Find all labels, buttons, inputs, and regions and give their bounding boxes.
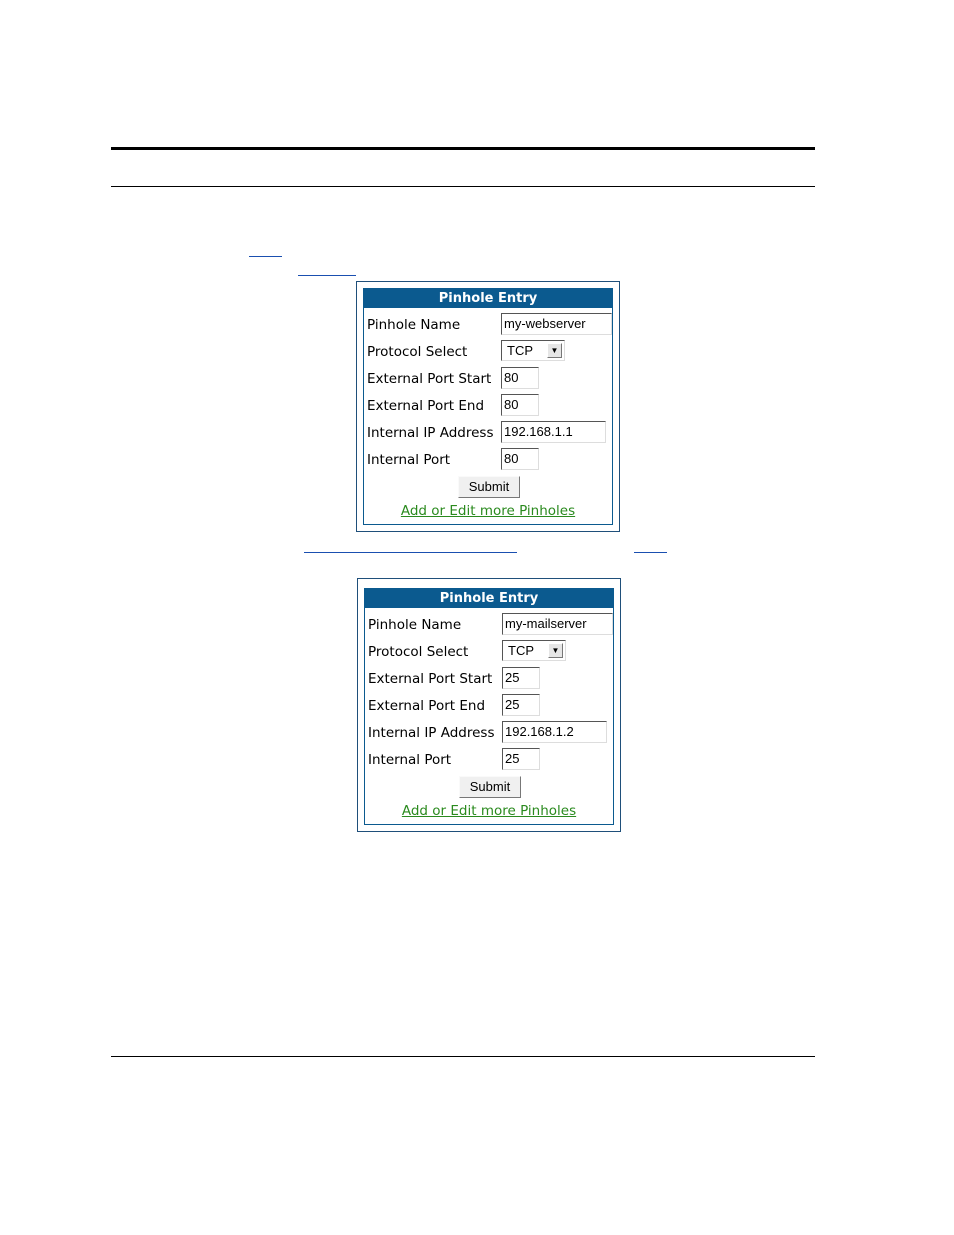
pinhole-entry-panel: [357, 578, 621, 832]
panel-header: Pinhole Entry: [365, 589, 613, 608]
internal-port-label: Internal Port: [367, 452, 451, 468]
protocol-value: TCP: [507, 343, 533, 358]
chevron-down-icon[interactable]: ▼: [547, 343, 562, 358]
pinhole-name-label: Pinhole Name: [367, 317, 461, 333]
internal-port-row: [368, 748, 613, 772]
add-edit-pinholes-link[interactable]: Add or Edit more Pinholes: [401, 803, 577, 819]
protocol-label: Protocol Select: [368, 644, 469, 660]
pinhole-name-row: [367, 313, 612, 337]
doc-link[interactable]: [304, 552, 517, 553]
doc-link[interactable]: [249, 256, 282, 257]
protocol-select[interactable]: [501, 340, 565, 361]
pinhole-entry-panel: [356, 281, 620, 532]
pinhole-name-label: Pinhole Name: [368, 617, 462, 633]
ext-end-label: External Port End: [367, 398, 485, 414]
ext-end-row: [367, 394, 612, 418]
protocol-row: [367, 340, 612, 364]
ext-end-input[interactable]: 80: [501, 394, 539, 416]
internal-ip-label: Internal IP Address: [368, 725, 495, 741]
header-rule: [111, 186, 815, 187]
protocol-value: TCP: [508, 643, 534, 658]
ext-start-row: [368, 667, 613, 691]
internal-ip-input[interactable]: 192.168.1.1: [501, 421, 606, 443]
pinhole-entry-frame: [363, 288, 613, 525]
protocol-row: [368, 640, 613, 664]
doc-link[interactable]: [634, 552, 667, 553]
ext-start-label: External Port Start: [367, 371, 492, 387]
pinhole-name-input[interactable]: my-webserver: [501, 313, 612, 335]
internal-ip-label: Internal IP Address: [367, 425, 494, 441]
ext-end-row: [368, 694, 613, 718]
add-edit-pinholes-link[interactable]: Add or Edit more Pinholes: [400, 503, 576, 519]
panel-header: Pinhole Entry: [364, 289, 612, 308]
doc-link[interactable]: [298, 275, 356, 276]
chevron-down-icon[interactable]: ▼: [548, 643, 563, 658]
ext-start-input[interactable]: 25: [502, 667, 540, 689]
internal-port-row: [367, 448, 612, 472]
protocol-select[interactable]: [502, 640, 566, 661]
ext-start-label: External Port Start: [368, 671, 493, 687]
ext-end-label: External Port End: [368, 698, 486, 714]
ext-start-row: [367, 367, 612, 391]
internal-port-label: Internal Port: [368, 752, 452, 768]
top-rule: [111, 147, 815, 150]
internal-ip-row: [368, 721, 613, 745]
submit-button[interactable]: Submit: [459, 776, 521, 798]
submit-button[interactable]: Submit: [458, 476, 520, 498]
internal-ip-row: [367, 421, 612, 445]
pinhole-name-row: [368, 613, 613, 637]
internal-port-input[interactable]: 25: [502, 748, 540, 770]
internal-ip-input[interactable]: 192.168.1.2: [502, 721, 607, 743]
ext-end-input[interactable]: 25: [502, 694, 540, 716]
internal-port-input[interactable]: 80: [501, 448, 539, 470]
pinhole-entry-frame: [364, 588, 614, 825]
pinhole-name-input[interactable]: my-mailserver: [502, 613, 613, 635]
protocol-label: Protocol Select: [367, 344, 468, 360]
ext-start-input[interactable]: 80: [501, 367, 539, 389]
footer-rule: [111, 1056, 815, 1057]
